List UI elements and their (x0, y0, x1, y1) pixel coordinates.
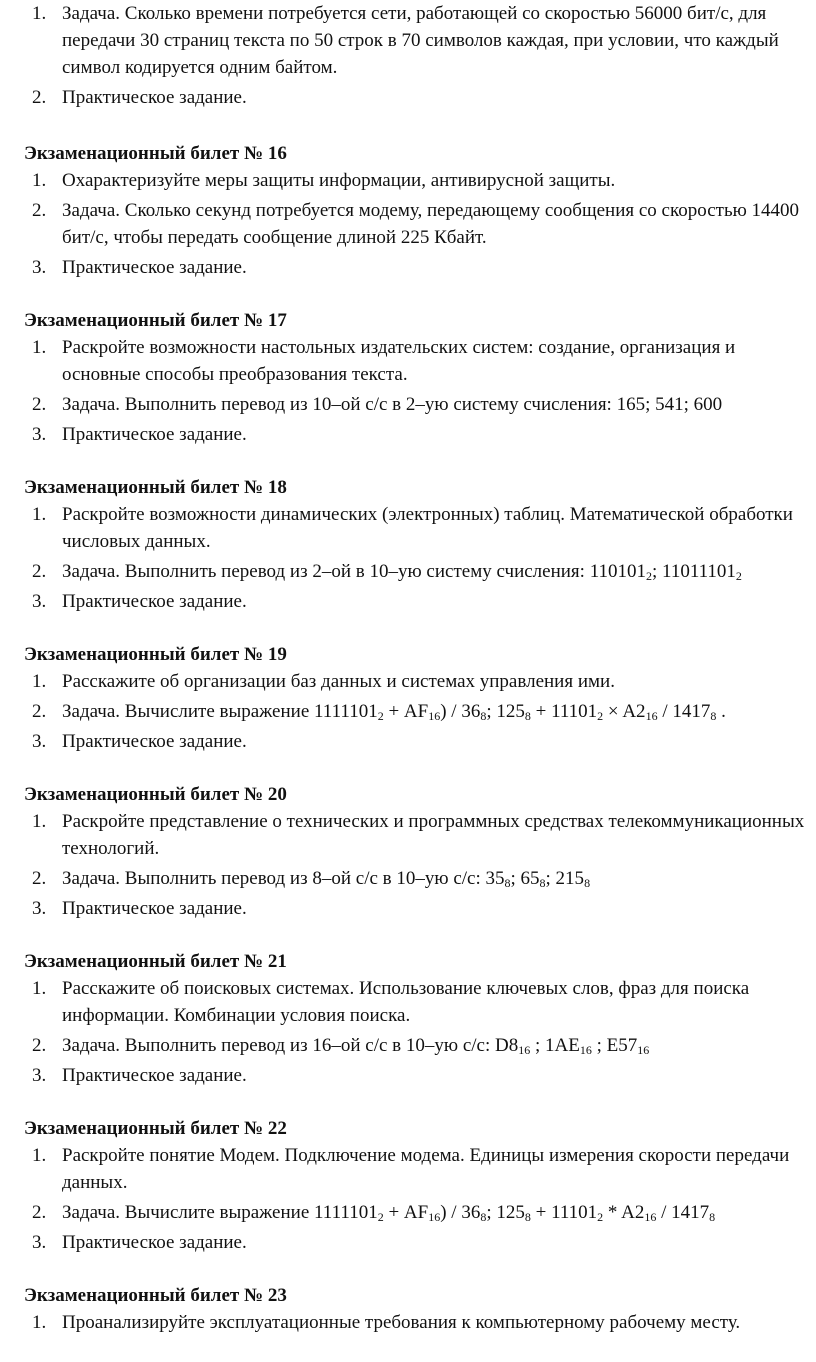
base-subscript: 8 (584, 876, 591, 890)
ticket-questions (24, 1309, 816, 1336)
item-number: 1. (32, 337, 47, 358)
item-text: Практическое задание. (62, 591, 247, 612)
base-subscript: 16 (428, 709, 441, 723)
item-text: Расскажите об поисковых системах. Использование ключевых слов, фраз для поиска информации. Комбинации условия поиска. (62, 978, 750, 1026)
list-item (24, 668, 816, 695)
list-item (24, 421, 816, 448)
base-subscript: 2 (377, 709, 384, 723)
base-subscript: 8 (710, 709, 717, 723)
base-subscript: 8 (480, 709, 487, 723)
base-subscript: 2 (597, 1210, 604, 1224)
item-text: Задача. Выполнить перевод из 2–ой в 10–ую систему счисления: $110101_2$; $11011101_2$ (62, 561, 742, 583)
item-text: Раскройте представление о технических и программных средствах телекоммуникационных технологий. (62, 811, 805, 859)
item-text: Практическое задание. (62, 424, 247, 445)
ticket-questions (24, 975, 816, 1089)
item-text: Задача. Вычислите выражение $1111101_2 + AF_{16}) / 36_8$; $125_8 + 11101_2 * A2_{16} / 1417_8$ (62, 1202, 716, 1224)
item-number: 2. (32, 200, 47, 221)
ticket-questions (24, 808, 816, 922)
exam-ticket (24, 641, 816, 755)
item-text: Раскройте возможности настольных издательских систем: создание, организация и основные способы преобразования текста. (62, 337, 736, 385)
item-number: 2. (32, 868, 47, 889)
item-number: 3. (32, 1065, 47, 1086)
item-text: Задача. Сколько времени потребуется сети, работающей со скоростью 56000 бит/с, для передачи 30 страниц текста по 50 строк в 70 символов каждая, при условии, что каждый символ кодируется одним байтом. (62, 3, 779, 78)
list-item (24, 197, 816, 251)
item-text: Практическое задание. (62, 87, 247, 108)
exam-ticket (24, 140, 816, 281)
item-text: Раскройте возможности динамических (электронных) таблиц. Математической обработки числовых данных. (62, 504, 793, 552)
item-text: Практическое задание. (62, 1065, 247, 1086)
ticket-title: Экзаменационный билет № 22 (24, 1118, 287, 1139)
list-item (24, 588, 816, 615)
ticket-title: Экзаменационный билет № 18 (24, 477, 287, 498)
item-number: 1. (32, 170, 47, 191)
ticket-questions (24, 167, 816, 281)
exam-ticket (24, 1282, 816, 1336)
list-item (24, 167, 816, 194)
list-item (24, 0, 816, 81)
item-number: 2. (32, 701, 47, 722)
list-item (24, 1142, 816, 1196)
item-text: Практическое задание. (62, 731, 247, 752)
item-number: 2. (32, 1202, 47, 1223)
list-item (24, 865, 816, 892)
item-text: Задача. Выполнить перевод из 16–ой с/с в 10–ую с/с: $D8_{16}$ ; $1AE_{16}$ ; $E57_{16}$ (62, 1035, 650, 1057)
base-subscript: 2 (735, 569, 742, 583)
base-subscript: 8 (480, 1210, 487, 1224)
item-number: 3. (32, 257, 47, 278)
base-subscript: 8 (709, 1210, 716, 1224)
ticket-questions (24, 1142, 816, 1256)
ticket-title: Экзаменационный билет № 16 (24, 143, 287, 164)
base-subscript: 16 (645, 709, 658, 723)
item-number: 1. (32, 1145, 47, 1166)
base-subscript: 2 (597, 709, 604, 723)
base-subscript: 16 (637, 1043, 650, 1057)
item-number: 2. (32, 1035, 47, 1056)
item-text: Раскройте понятие Модем. Подключение модема. Единицы измерения скорости передачи данных. (62, 1145, 790, 1193)
list-item (24, 84, 816, 111)
ticket-title: Экзаменационный билет № 17 (24, 310, 287, 331)
list-item (24, 728, 816, 755)
item-text: Задача. Вычислите выражение $1111101_2 + AF_{16}) / 36_8$; $125_8 + 11101_2 \times A2_{16} / 1417_8$ . (62, 701, 726, 723)
item-number: 3. (32, 1232, 47, 1253)
tickets-container (24, 140, 816, 1336)
exam-ticket (24, 781, 816, 922)
item-text: Охарактеризуйте меры защиты информации, антивирусной защиты. (62, 170, 616, 191)
item-number: 1. (32, 504, 47, 525)
base-subscript: 8 (524, 1210, 531, 1224)
list-item (24, 1309, 816, 1336)
list-item (24, 975, 816, 1029)
document-page (24, 0, 816, 1362)
exam-ticket (24, 948, 816, 1089)
item-number: 1. (32, 3, 47, 24)
list-item (24, 1032, 816, 1059)
base-subscript: 8 (504, 876, 511, 890)
base-subscript: 16 (428, 1210, 441, 1224)
item-number: 2. (32, 87, 47, 108)
item-number: 3. (32, 591, 47, 612)
exam-ticket (24, 307, 816, 448)
item-text: Практическое задание. (62, 898, 247, 919)
list-item (24, 1062, 816, 1089)
list-item (24, 391, 816, 418)
list-item (24, 501, 816, 555)
item-text: Задача. Выполнить перевод из 10–ой с/с в 2–ую систему счисления: 165; 541; 600 (62, 394, 723, 415)
item-number: 1. (32, 1312, 47, 1333)
ticket-title: Экзаменационный билет № 19 (24, 644, 287, 665)
base-subscript: 16 (644, 1210, 657, 1224)
ticket-title: Экзаменационный билет № 21 (24, 951, 287, 972)
item-text: Расскажите об организации баз данных и системах управления ими. (62, 671, 615, 692)
item-text: Задача. Выполнить перевод из 8–ой с/с в 10–ую с/с: $35_8$; $65_8$; $215_8$ (62, 868, 591, 890)
ticket-questions (24, 334, 816, 448)
item-number: 2. (32, 394, 47, 415)
exam-ticket (24, 1115, 816, 1256)
item-number: 2. (32, 561, 47, 582)
base-subscript: 2 (377, 1210, 384, 1224)
list-item (24, 698, 816, 725)
list-item (24, 558, 816, 585)
list-item (24, 334, 816, 388)
ticket-questions (24, 501, 816, 615)
item-number: 1. (32, 978, 47, 999)
ticket-questions (24, 668, 816, 755)
item-text: Проанализируйте эксплуатационные требования к компьютерному рабочему месту. (62, 1312, 741, 1333)
intro-list (24, 0, 816, 111)
list-item (24, 808, 816, 862)
list-item (24, 254, 816, 281)
ticket-title: Экзаменационный билет № 20 (24, 784, 287, 805)
base-subscript: 16 (518, 1043, 531, 1057)
item-text: Практическое задание. (62, 1232, 247, 1253)
item-text: Практическое задание. (62, 257, 247, 278)
ticket-title: Экзаменационный билет № 23 (24, 1285, 287, 1306)
base-subscript: 2 (646, 569, 652, 583)
item-number: 1. (32, 671, 47, 692)
list-item (24, 895, 816, 922)
list-item (24, 1199, 816, 1226)
item-number: 3. (32, 731, 47, 752)
item-number: 1. (32, 811, 47, 832)
item-number: 3. (32, 424, 47, 445)
base-subscript: 8 (524, 709, 531, 723)
base-subscript: 16 (579, 1043, 592, 1057)
item-number: 3. (32, 898, 47, 919)
item-text: Задача. Сколько секунд потребуется модему, передающему сообщения со скоростью 14400 бит/с, чтобы передать сообщение длиной 225 Кбайт. (62, 200, 800, 248)
base-subscript: 8 (539, 876, 546, 890)
exam-ticket (24, 474, 816, 615)
